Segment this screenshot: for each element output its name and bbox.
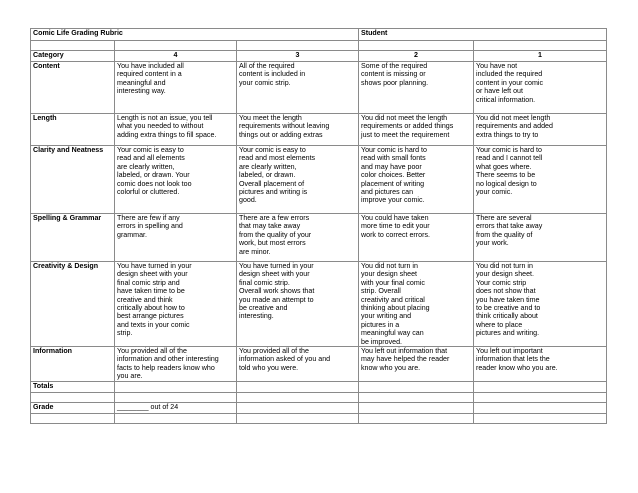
table-row (31, 62, 607, 114)
score-4-header: 4 (115, 51, 237, 62)
totals-row (31, 382, 607, 393)
criteria-cell: You did not meet the length requirements or added things just to meet the requirement (359, 114, 474, 146)
criteria-cell: You provided all of the information and other interesting facts to help readers know who you are. (115, 347, 237, 382)
criteria-cell: You have not included the required content in your comic or have left out critical information. (474, 62, 607, 114)
criteria-cell: There are a few errors that may take away from the quality of your work, but most errors are minor. (237, 214, 359, 262)
criteria-cell: There are few if any errors in spelling and grammar. (115, 214, 237, 262)
criteria-cell: You did not meet length requirements and added extra things to try to (474, 114, 607, 146)
table-row (31, 146, 607, 214)
criteria-cell: You left out information that may have helped the reader know who you are. (359, 347, 474, 382)
criteria-cell: Your comic is easy to read and all elements are clearly written, labeled, or drawn. Your comic does not look too colorful or cluttered. (115, 146, 237, 214)
category-cell: Content (31, 62, 115, 114)
criteria-cell: There are several errors that take away from the quality of your work. (474, 214, 607, 262)
criteria-cell: You have included all required content in a meaningful and interesting way. (115, 62, 237, 114)
criteria-cell: Your comic is easy to read and most elements are clearly written, labeled, or drawn. Overall placement of pictures and writing is good. (237, 146, 359, 214)
header-row (31, 29, 607, 41)
criteria-cell: You provided all of the information asked of you and told who you were. (237, 347, 359, 382)
student-label: Student (359, 29, 607, 41)
criteria-cell: You did not turn in your design sheet. Your comic strip does not show that you have taken time to be creative and to think critically about where to place pictures and writing. (474, 262, 607, 347)
rubric-sheet (30, 28, 606, 424)
table-row (31, 347, 607, 382)
spacer-row (31, 414, 607, 424)
criteria-cell: Your comic is hard to read with small fonts and may have poor color choices. Better placement of writing and pictures can improve your comic. (359, 146, 474, 214)
category-cell: Spelling & Grammar (31, 214, 115, 262)
category-cell: Clarity and Neatness (31, 146, 115, 214)
criteria-cell: You left out important information that lets the reader know who you are. (474, 347, 607, 382)
category-cell: Creativity & Design (31, 262, 115, 347)
rubric-table (30, 28, 607, 424)
criteria-cell: You did not turn in your design sheet with your final comic strip. Overall creativity and critical thinking about placing your writing and pictures in a meaningful way can be improved. (359, 262, 474, 347)
column-header-row (31, 51, 607, 62)
criteria-cell: Your comic is hard to read and I cannot tell what goes where. There seems to be no logical design to your comic. (474, 146, 607, 214)
grade-field[interactable]: ________ out of 24 (115, 403, 237, 414)
score-3-header: 3 (237, 51, 359, 62)
score-1-header: 1 (474, 51, 607, 62)
criteria-cell: You could have taken more time to edit your work to correct errors. (359, 214, 474, 262)
grade-row (31, 403, 607, 414)
criteria-cell: You meet the length requirements without leaving things out or adding extras (237, 114, 359, 146)
spacer-row (31, 393, 607, 403)
totals-label: Totals (31, 382, 115, 393)
score-2-header: 2 (359, 51, 474, 62)
criteria-cell: You have turned in your design sheet with your final comic strip. Overall work shows that you made an attempt to be creative and interesting. (237, 262, 359, 347)
criteria-cell: All of the required content is included in your comic strip. (237, 62, 359, 114)
table-row (31, 214, 607, 262)
criteria-cell: Some of the required content is missing or shows poor planning. (359, 62, 474, 114)
rubric-title: Comic Life Grading Rubric (31, 29, 359, 41)
category-cell: Length (31, 114, 115, 146)
table-row (31, 262, 607, 347)
category-cell: Information (31, 347, 115, 382)
grade-label: Grade (31, 403, 115, 414)
table-row (31, 114, 607, 146)
category-header: Category (31, 51, 115, 62)
criteria-cell: You have turned in your design sheet with your final comic strip and have taken time to be creative and think critically about how to best arrange pictures and texts in your comic strip. (115, 262, 237, 347)
spacer-row (31, 41, 607, 51)
criteria-cell: Length is not an issue, you tell what you needed to without adding extra things to fill space. (115, 114, 237, 146)
